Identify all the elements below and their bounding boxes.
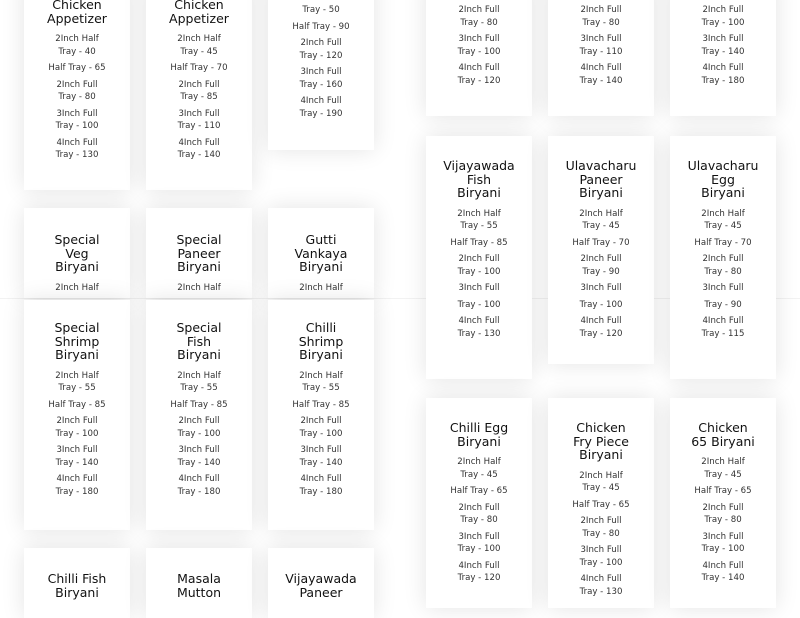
price-list — [268, 370, 374, 499]
price-list — [670, 4, 776, 87]
price-list — [670, 208, 776, 341]
card-title: Chicken Appetizer — [47, 0, 107, 26]
price-list — [24, 282, 130, 295]
menu-card-masala-mutton — [146, 548, 252, 618]
price-item: 2Inch Full Tray - 80 — [702, 502, 744, 525]
price-item: 3Inch Full — [458, 283, 500, 293]
price-item: 2Inch Full Tray - 80 — [56, 79, 98, 102]
card-title: Special Paneer Biryani — [176, 232, 222, 274]
price-item: 4Inch Full Tray - 180 — [55, 474, 99, 497]
price-list — [146, 370, 252, 499]
price-item: 2Inch Half Tray - 45 — [701, 208, 745, 231]
price-item: 3Inch Full — [580, 283, 622, 293]
card-title: Ulavacharu Egg Biryani — [687, 158, 759, 200]
price-item: Half Tray - 70 — [572, 237, 630, 248]
price-list — [268, 4, 374, 120]
price-list — [548, 208, 654, 341]
price-item: 4Inch Full Tray - 180 — [299, 474, 343, 497]
price-item: 2Inch Half — [177, 282, 221, 293]
menu-card-top-right-3 — [670, 0, 776, 116]
price-item: 2Inch Full Tray - 80 — [580, 5, 622, 28]
menu-card-special-veg-biryani — [24, 208, 130, 298]
price-item: 3Inch Full Tray - 140 — [55, 445, 99, 468]
price-item: 2Inch Half Tray - 45 — [457, 457, 501, 480]
menu-card-top-right-2 — [548, 0, 654, 116]
card-title: Ulavacharu Paneer Biryani — [565, 158, 637, 200]
price-item: Tray - 50 — [302, 5, 340, 15]
menu-card-special-shrimp-biryani — [24, 300, 130, 530]
card-title: Gutti Vankaya Biryani — [294, 232, 348, 274]
price-item: 3Inch Full Tray - 140 — [299, 445, 343, 468]
price-item: 4Inch Full Tray - 120 — [579, 316, 623, 339]
price-item: 2Inch Half Tray - 55 — [299, 370, 343, 393]
price-item: 3Inch Full Tray - 100 — [457, 34, 501, 57]
card-title: Chicken Fry Piece Biryani — [573, 420, 629, 462]
card-title: Masala Mutton — [176, 571, 222, 600]
menu-card-chilli-fish-biryani — [24, 548, 130, 618]
menu-card-chilli-shrimp-biryani — [268, 300, 374, 530]
price-item: 2Inch Full Tray - 100 — [299, 416, 343, 439]
menu-card-chicken-fry-piece-biryani — [548, 398, 654, 608]
price-item: 4Inch Full Tray - 180 — [177, 474, 221, 497]
price-item: Half Tray - 70 — [694, 237, 752, 248]
price-item: 4Inch Full Tray - 120 — [457, 560, 501, 583]
card-title: Special Veg Biryani — [54, 232, 100, 274]
menu-card-top-right-1 — [426, 0, 532, 116]
price-list — [268, 282, 374, 295]
card-title: Vijayawada Fish Biryani — [443, 158, 515, 200]
price-item: Half Tray - 65 — [694, 486, 752, 496]
price-item: 2Inch Full Tray - 80 — [580, 516, 622, 539]
price-item: 4Inch Full Tray - 130 — [579, 574, 623, 597]
price-item: 2Inch Full Tray - 100 — [701, 5, 745, 28]
price-item: 3Inch Full Tray - 100 — [55, 108, 99, 131]
price-item: Tray - 90 — [704, 299, 742, 310]
price-item: 3Inch Full Tray - 140 — [177, 445, 221, 468]
price-list — [24, 370, 130, 499]
price-item: 4Inch Full Tray - 180 — [701, 63, 745, 86]
price-item: 2Inch Half Tray - 55 — [457, 208, 501, 231]
price-list — [146, 282, 252, 295]
price-list — [426, 4, 532, 87]
menu-card-chicken-appetizer-2 — [146, 0, 252, 190]
price-item: Half Tray - 65 — [450, 486, 508, 496]
menu-card-vijayawada-paneer — [268, 548, 374, 618]
price-item: 4Inch Full Tray - 120 — [457, 63, 501, 86]
price-item: 2Inch Half Tray - 45 — [701, 457, 745, 480]
price-item: Tray - 100 — [579, 299, 623, 310]
price-item: Half Tray - 85 — [48, 399, 106, 410]
price-item: Half Tray - 65 — [48, 63, 106, 73]
menu-card-chilli-egg-biryani — [426, 398, 532, 608]
card-title: Special Shrimp Biryani — [54, 320, 100, 362]
price-item: 3Inch Full Tray - 100 — [579, 545, 623, 568]
price-item: 2Inch Full Tray - 100 — [55, 416, 99, 439]
price-item: 3Inch Full Tray - 110 — [177, 108, 221, 131]
price-item: 3Inch Full Tray - 140 — [701, 34, 745, 57]
price-item: 3Inch Full Tray - 100 — [701, 531, 745, 554]
price-item: 4Inch Full Tray - 140 — [177, 137, 221, 160]
menu-card-ulavacharu-egg-biryani — [670, 136, 776, 379]
card-title: Special Fish Biryani — [176, 320, 222, 362]
price-item: 2Inch Full Tray - 80 — [458, 5, 500, 28]
price-item: 3Inch Full Tray - 160 — [299, 67, 343, 90]
price-item: 2Inch Full Tray - 90 — [580, 254, 622, 277]
price-item: Half Tray - 70 — [170, 63, 228, 73]
price-item: 2Inch Half Tray - 55 — [55, 370, 99, 393]
price-item: Tray - 100 — [457, 299, 501, 310]
price-item: Half Tray - 85 — [170, 399, 228, 410]
price-item: 2Inch Half Tray - 45 — [579, 208, 623, 231]
price-item: Half Tray - 65 — [572, 499, 630, 510]
price-list — [146, 33, 252, 162]
price-item: 4Inch Full Tray - 140 — [701, 560, 745, 583]
price-list — [548, 470, 654, 599]
card-title: Vijayawada Paneer — [285, 571, 357, 600]
price-item: 2Inch Full Tray - 85 — [178, 79, 220, 102]
menu-card-vijayawada-fish-biryani — [426, 136, 532, 379]
price-list — [426, 456, 532, 585]
price-item: 4Inch Full Tray - 130 — [55, 137, 99, 160]
menu-card-chicken-65-biryani — [670, 398, 776, 608]
card-title: Chilli Shrimp Biryani — [298, 320, 344, 362]
menu-card-special-paneer-biryani — [146, 208, 252, 298]
price-item: Half Tray - 85 — [450, 237, 508, 248]
price-item: Half Tray - 90 — [292, 21, 350, 32]
price-item: 2Inch Half Tray - 55 — [177, 370, 221, 393]
menu-card-ulavacharu-paneer-biryani — [548, 136, 654, 364]
price-item: 2Inch Full Tray - 80 — [702, 254, 744, 277]
card-title: Chicken Appetizer — [169, 0, 229, 26]
price-item: 2Inch Half Tray - 40 — [55, 34, 99, 57]
menu-card-top-partial — [268, 0, 374, 150]
price-list — [670, 456, 776, 585]
price-item: 2Inch Half — [299, 282, 343, 293]
price-item: 4Inch Full Tray - 115 — [701, 316, 745, 339]
menu-card-gutti-vankaya-biryani — [268, 208, 374, 298]
price-item: 3Inch Full Tray - 100 — [457, 531, 501, 554]
price-list — [24, 33, 130, 162]
price-item: 2Inch Full Tray - 120 — [299, 38, 343, 61]
price-item: 2Inch Half — [55, 282, 99, 293]
price-item: 3Inch Full — [702, 283, 744, 293]
price-list — [548, 4, 654, 87]
price-item: 2Inch Half Tray - 45 — [177, 34, 221, 57]
card-title: Chilli Egg Biryani — [449, 420, 509, 449]
price-item: 2Inch Full Tray - 100 — [177, 416, 221, 439]
price-item: 4Inch Full Tray - 190 — [299, 96, 343, 119]
price-item: 3Inch Full Tray - 110 — [579, 34, 623, 57]
price-item: 2Inch Full Tray - 80 — [458, 502, 500, 525]
price-item: Half Tray - 85 — [292, 399, 350, 410]
price-list — [426, 208, 532, 341]
price-item: 2Inch Half Tray - 45 — [579, 470, 623, 493]
price-item: 4Inch Full Tray - 140 — [579, 63, 623, 86]
card-title: Chilli Fish Biryani — [47, 571, 107, 600]
menu-card-chicken-appetizer — [24, 0, 130, 190]
card-title: Chicken 65 Biryani — [691, 420, 755, 449]
price-item: 4Inch Full Tray - 130 — [457, 316, 501, 339]
price-item: 2Inch Full Tray - 100 — [457, 254, 501, 277]
menu-card-special-fish-biryani — [146, 300, 252, 530]
